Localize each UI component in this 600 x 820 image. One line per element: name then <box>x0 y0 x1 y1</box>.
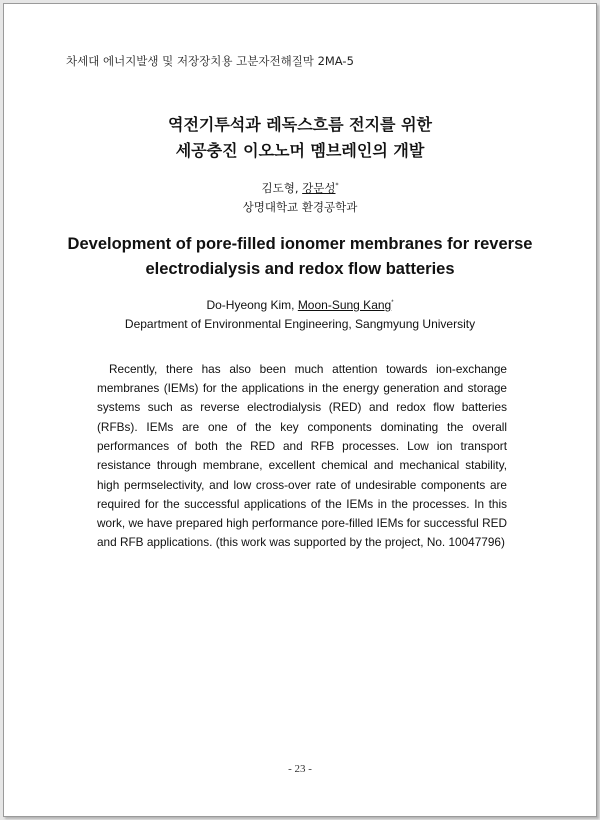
page-number: - 23 - <box>288 763 312 775</box>
english-title-line-2: electrodialysis and redox flow batteries <box>145 260 455 278</box>
korean-author-block <box>4 176 596 217</box>
korean-title-line-2: 세공충진 이오노머 멤브레인의 개발 <box>175 141 425 160</box>
korean-author-1: 김도형, <box>261 180 299 195</box>
english-title-line-1: Development of pore-filled ionomer membranes for reverse <box>67 235 533 253</box>
english-affiliation: Department of Environmental Engineering, Sangmyung University <box>124 317 476 331</box>
paper-page <box>3 3 597 817</box>
korean-authors <box>4 176 596 198</box>
english-corresponding-mark: * <box>391 300 394 306</box>
english-author-1: Do-Hyeong Kim, <box>206 298 295 312</box>
korean-author-2: 강문성 <box>302 180 336 195</box>
korean-title-line-1: 역전기투석과 레독스흐름 전지를 위한 <box>167 115 432 134</box>
korean-affiliation: 상명대학교 환경공학과 <box>242 199 358 214</box>
abstract-paragraph: Recently, there has also been much attention towards ion-exchange membranes (IEMs) for the applications in the energy generation and storage systems such as reverse electrodialysis (RED) and redox flow batteries (RFBs). IEMs are one of the key components dominating the overall performances of both the RED and RFB processes. Low ion transport resistance through membrane, excellent chemical and mechanical stability, high permselectivity, and low cross-over rate of undesirable components are required for the successful applications of the IEMs in the processes. In this work, we have prepared high performance pore-filled IEMs for successful RED and RFB applications. (this work was supported by the project, No. 10047796) <box>97 361 507 550</box>
korean-corresponding-mark: * <box>335 182 339 189</box>
english-author-2: Moon-Sung Kang <box>297 298 392 312</box>
english-author-block <box>4 294 596 334</box>
english-title <box>4 232 596 282</box>
english-authors <box>4 294 596 315</box>
korean-title <box>4 112 596 164</box>
session-header: 차세대 에너지발생 및 저장장치용 고분자전해질막 2MA-5 <box>66 54 354 68</box>
